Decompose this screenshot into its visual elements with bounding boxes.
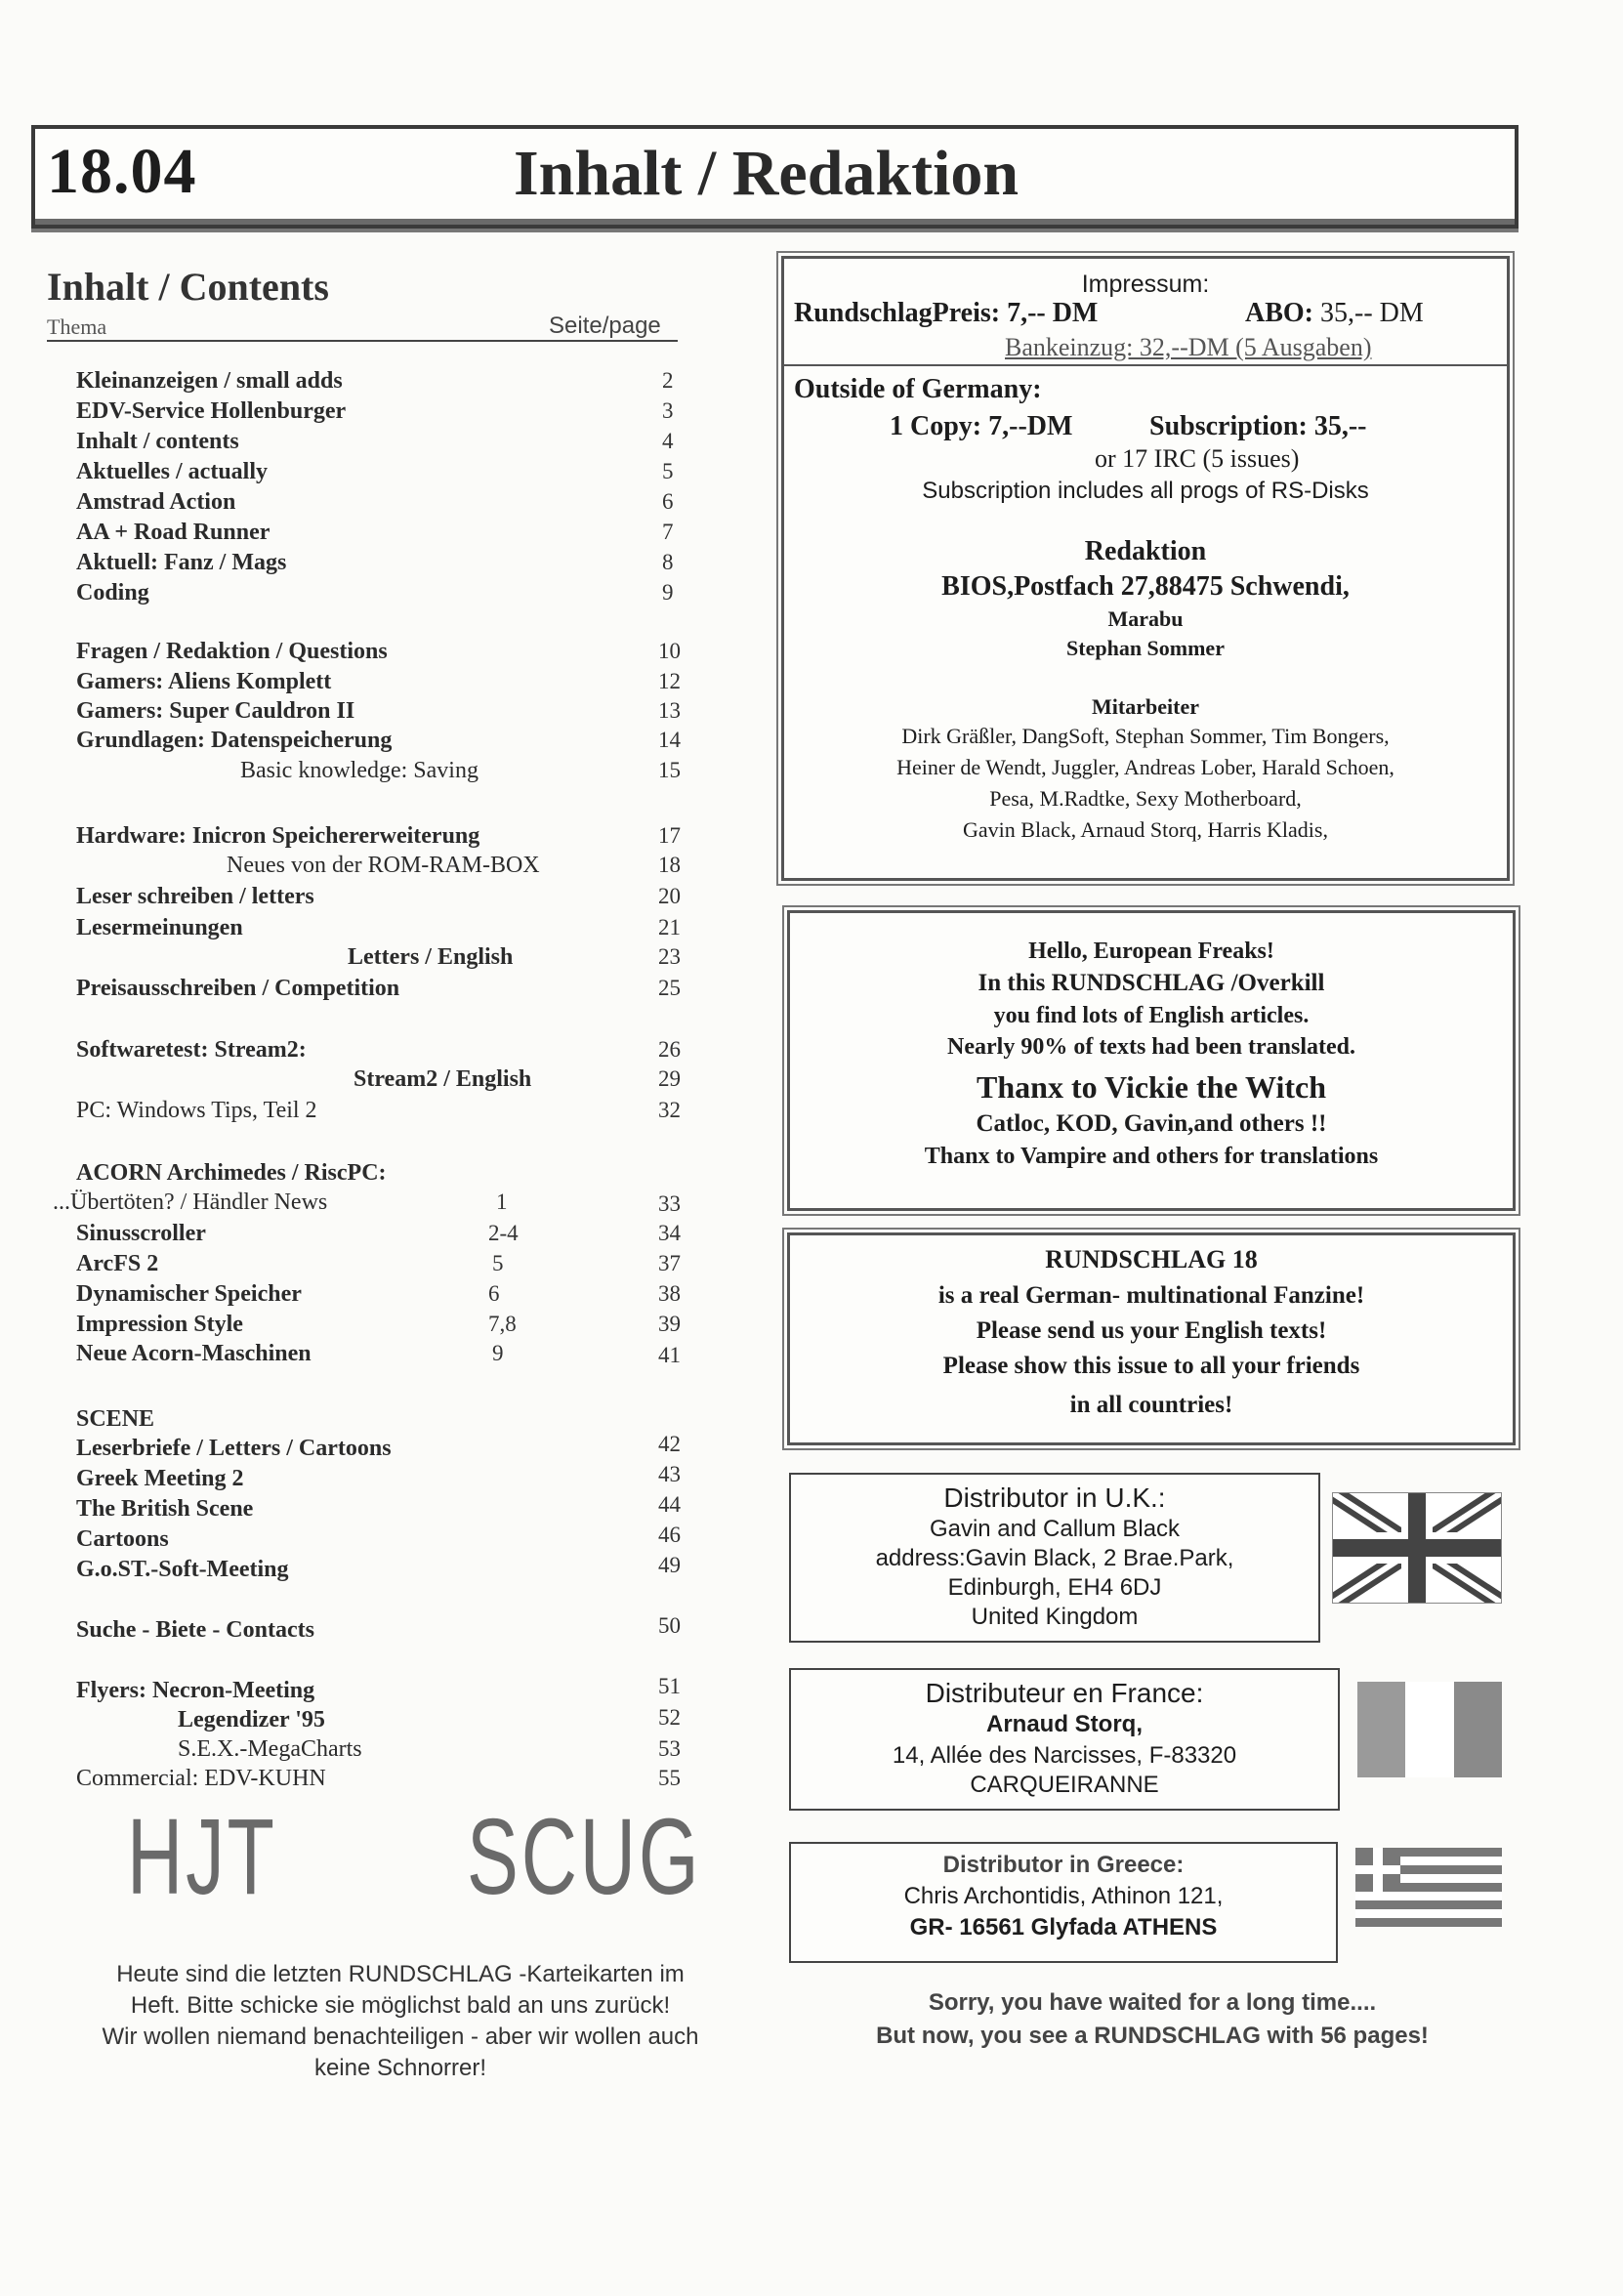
outside-germany: Outside of Germany:: [794, 374, 1042, 404]
toc-entry: Greek Meeting 2: [76, 1466, 244, 1491]
distributor-france-title: Distributeur en France:: [925, 1678, 1204, 1708]
toc-page: 13: [658, 698, 681, 723]
toc-page: 15: [658, 758, 681, 782]
sorry-note: [762, 1986, 1543, 2053]
toc-entry: Legendizer '95: [178, 1707, 325, 1732]
toc-page: 44: [658, 1492, 681, 1517]
toc-entry: Dynamischer Speicher: [76, 1281, 302, 1307]
bankeinzug: Bankeinzug: 32,--DM (5 Ausgaben): [1005, 333, 1372, 361]
column-header-page: Seite/page: [549, 313, 661, 339]
mitarbeiter-title: Mitarbeiter: [1092, 694, 1199, 719]
france-flag-icon: [1357, 1682, 1502, 1777]
toc-entry: S.E.X.-MegaCharts: [178, 1736, 362, 1762]
impressum-divider: [784, 364, 1507, 366]
greece-flag-icon: [1355, 1848, 1502, 1928]
toc-entry: AA + Road Runner: [76, 520, 270, 545]
abo-value: 35,-- DM: [1320, 298, 1424, 328]
rundschlag-line: is a real German- multinational Fanzine!: [937, 1282, 1365, 1309]
toc-entry: Impression Style: [76, 1312, 243, 1337]
toc-page: 50: [658, 1613, 681, 1638]
distributor-uk-title: Distributor in U.K.:: [943, 1482, 1166, 1513]
impressum-box: [781, 256, 1510, 881]
hello-line: Catloc, KOD, Gavin,and others !!: [976, 1110, 1327, 1137]
toc-entry: Gamers: Super Cauldron II: [76, 698, 355, 724]
toc-entry: ACORN Archimedes / RiscPC:: [76, 1160, 387, 1186]
distributor-uk-line: address:Gavin Black, 2 Brae.Park,: [875, 1545, 1234, 1571]
redaktion-title: Redaktion: [1084, 536, 1207, 566]
column-header-thema: Thema: [47, 314, 107, 339]
toc-entry: Cartoons: [76, 1526, 169, 1552]
distributor-uk-box: [789, 1473, 1320, 1643]
toc-entry: The British Scene: [76, 1496, 254, 1522]
toc-entry: Preisausschreiben / Competition: [76, 976, 400, 1001]
toc-page: 37: [658, 1251, 681, 1275]
toc-subpage: 1: [496, 1190, 508, 1214]
toc-page: 53: [658, 1736, 681, 1761]
toc-page: 2: [662, 368, 674, 393]
toc-page: 39: [658, 1312, 681, 1336]
toc-page: 33: [658, 1191, 681, 1216]
distributor-france-line: CARQUEIRANNE: [970, 1772, 1159, 1798]
uk-flag-icon: [1332, 1492, 1502, 1604]
issue-number: 18.04: [47, 136, 197, 207]
toc-entry: ArcFS 2: [76, 1251, 159, 1276]
rundschlag-box: [787, 1232, 1516, 1445]
rundschlag-line: in all countries!: [1069, 1392, 1233, 1418]
toc-entry: Basic knowledge: Saving: [240, 758, 479, 783]
toc-entry: Neue Acorn-Maschinen: [76, 1341, 312, 1366]
toc-page: 51: [658, 1674, 681, 1698]
redaktion-name-1: Marabu: [1107, 606, 1184, 631]
toc-page: 8: [662, 550, 674, 574]
footer-note-line: keine Schnorrer!: [313, 2055, 487, 2081]
hello-line: Hello, European Freaks!: [1028, 939, 1274, 964]
page-title: Inhalt / Redaktion: [514, 138, 1020, 209]
rundschlag-line: RUNDSCHLAG 18: [1045, 1245, 1258, 1273]
toc-entry: Grundlagen: Datenspeicherung: [76, 728, 393, 753]
toc-entry: Amstrad Action: [76, 489, 236, 515]
rundschlag-line: Please send us your English texts!: [976, 1317, 1327, 1344]
toc-entry: Sinusscroller: [76, 1221, 206, 1246]
toc-page: 49: [658, 1553, 681, 1577]
toc-page: 46: [658, 1523, 681, 1547]
hello-line: Nearly 90% of texts had been translated.: [947, 1034, 1355, 1060]
toc-entry: PC: Windows Tips, Teil 2: [76, 1098, 317, 1123]
abo-label: ABO:: [1245, 298, 1313, 328]
toc-subpage: 7,8: [488, 1312, 517, 1336]
distributor-france-line: 14, Allée des Narcisses, F-83320: [892, 1742, 1237, 1769]
toc-entry: Commercial: EDV-KUHN: [76, 1766, 326, 1791]
toc-page: 25: [658, 976, 681, 1000]
toc-page: 55: [658, 1766, 681, 1790]
toc-entry: Suche - Biete - Contacts: [76, 1617, 314, 1643]
toc-entry: Leser schreiben / letters: [76, 884, 314, 909]
mitarbeiter-line: Heiner de Wendt, Juggler, Andreas Lober, Harald Schoen,: [896, 755, 1394, 779]
toc-entry: Inhalt / contents: [76, 429, 239, 454]
toc-entry: G.o.ST.-Soft-Meeting: [76, 1557, 289, 1582]
toc-page: 9: [662, 580, 674, 605]
rundschlag-line: Please show this issue to all your friends: [942, 1353, 1360, 1379]
toc-subpage: 5: [492, 1251, 504, 1275]
footer-note-line: Wir wollen niemand benachteiligen - aber wir wollen auch: [102, 2024, 699, 2050]
hello-line: Thanx to Vickie the Witch: [977, 1069, 1326, 1105]
toc-page: 7: [662, 520, 674, 544]
hello-line: you find lots of English articles.: [993, 1003, 1310, 1028]
toc-page: 17: [658, 823, 681, 848]
toc-entry: Kleinanzeigen / small adds: [76, 368, 343, 394]
redaktion-address: BIOS,Postfach 27,88475 Schwendi,: [941, 571, 1350, 602]
toc-page: 4: [662, 429, 674, 453]
contents-divider: [47, 340, 678, 342]
toc-page: 38: [658, 1281, 681, 1306]
distributor-greece-box: [789, 1842, 1338, 1963]
mitarbeiter-line: Gavin Black, Arnaud Storq, Harris Kladis,: [963, 817, 1328, 842]
toc-page: 18: [658, 853, 681, 877]
contents-title: Inhalt / Contents: [47, 265, 329, 309]
copy-price: 1 Copy: 7,--DM: [890, 411, 1073, 441]
subscription-price: Subscription: 35,--: [1149, 411, 1367, 441]
toc-entry: ...Übertöten? / Händler News: [53, 1190, 328, 1215]
toc-entry: Lesermeinungen: [76, 915, 243, 940]
toc-page: 21: [658, 915, 681, 939]
impressum-title: Impressum:: [1081, 271, 1210, 298]
toc-entry: EDV-Service Hollenburger: [76, 398, 347, 424]
footer-note-line: Heft. Bitte schicke sie möglichst bald an uns zurück!: [130, 1992, 671, 2019]
page-header: [31, 125, 1519, 229]
toc-entry: SCENE: [76, 1406, 155, 1432]
toc-page: 6: [662, 489, 674, 514]
toc-page: 34: [658, 1221, 681, 1245]
hello-line: In this RUNDSCHLAG /Overkill: [978, 970, 1325, 996]
toc-page: 3: [662, 398, 674, 423]
distributor-uk-line: United Kingdom: [971, 1604, 1139, 1630]
toc-entry: Coding: [76, 580, 149, 605]
toc-subpage: 6: [488, 1281, 500, 1306]
toc-entry: Neues von der ROM-RAM-BOX: [227, 853, 540, 878]
footer-note-line: Heute sind die letzten RUNDSCHLAG -Karteikarten im: [116, 1961, 685, 1987]
toc-page: 52: [658, 1705, 681, 1730]
toc-entry: Gamers: Aliens Komplett: [76, 669, 332, 694]
footer-note: [39, 1959, 762, 2084]
mitarbeiter-line: Dirk Gräßler, DangSoft, Stephan Sommer, Tim Bongers,: [901, 724, 1390, 748]
hello-box: [787, 910, 1516, 1211]
price-label: RundschlagPreis: 7,-- DM: [794, 298, 1099, 328]
toc-entry: Aktuelles / actually: [76, 459, 268, 484]
distributor-greece-line: Chris Archontidis, Athinon 121,: [903, 1883, 1224, 1909]
subscription-includes: Subscription includes all progs of RS-Disks: [922, 478, 1369, 504]
distributor-uk-line: Gavin and Callum Black: [929, 1516, 1181, 1542]
irc-price: or 17 IRC (5 issues): [1095, 444, 1300, 473]
distributor-france-box: [789, 1668, 1340, 1811]
toc-page: 10: [658, 639, 681, 663]
toc-entry: Flyers: Necron-Meeting: [76, 1678, 315, 1703]
toc-page: 42: [658, 1432, 681, 1456]
distributor-france-line: Arnaud Storq,: [986, 1711, 1143, 1737]
scug-logo: SCUG: [467, 1797, 702, 1917]
distributor-greece-line: GR- 16561 Glyfada ATHENS: [909, 1914, 1218, 1941]
toc-page: 14: [658, 728, 681, 752]
abo-price: [1245, 298, 1424, 329]
toc-page: 41: [658, 1343, 681, 1367]
toc-page: 32: [658, 1098, 681, 1122]
distributor-greece-title: Distributor in Greece:: [942, 1852, 1185, 1878]
distributor-uk-line: Edinburgh, EH4 6DJ: [947, 1574, 1162, 1601]
toc-page: 23: [658, 944, 681, 969]
toc-subpage: 9: [492, 1341, 504, 1365]
toc-page: 12: [658, 669, 681, 693]
hjt-logo: HJT: [127, 1797, 277, 1917]
toc-entry: Letters / English: [348, 944, 514, 970]
mitarbeiter-line: Pesa, M.Radtke, Sexy Motherboard,: [989, 786, 1302, 811]
toc-entry: Leserbriefe / Letters / Cartoons: [76, 1436, 392, 1461]
toc-entry: Stream2 / English: [354, 1066, 532, 1092]
toc-page: 20: [658, 884, 681, 908]
toc-page: 5: [662, 459, 674, 483]
redaktion-name-2: Stephan Sommer: [1066, 636, 1225, 660]
toc-entry: Softwaretest: Stream2:: [76, 1037, 307, 1063]
hello-line: Thanx to Vampire and others for translations: [924, 1144, 1379, 1169]
sorry-line: But now, you see a RUNDSCHLAG with 56 pages!: [876, 2023, 1429, 2049]
toc-page: 26: [658, 1037, 681, 1062]
toc-entry: Aktuell: Fanz / Mags: [76, 550, 287, 575]
toc-entry: Hardware: Inicron Speichererweiterung: [76, 823, 480, 849]
toc-page: 43: [658, 1462, 681, 1486]
toc-entry: Fragen / Redaktion / Questions: [76, 639, 388, 664]
toc-page: 29: [658, 1066, 681, 1091]
sorry-line: Sorry, you have waited for a long time....: [928, 1989, 1377, 2016]
toc-subpage: 2-4: [488, 1221, 519, 1245]
